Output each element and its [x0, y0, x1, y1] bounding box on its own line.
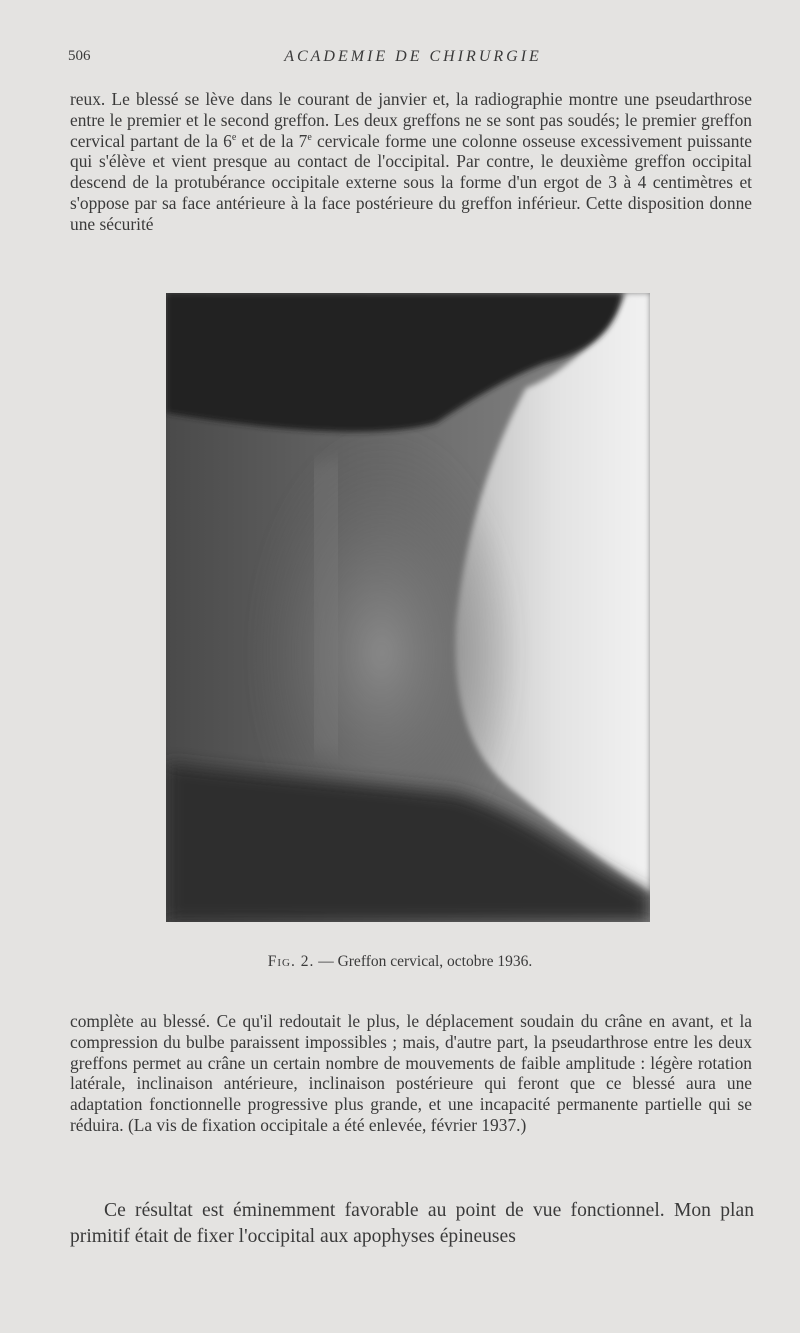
paragraph-1-part-c: cervicale forme une colonne osseuse excessivement puissante qui s'élève et vient presque au contact de l'occipital. Par contre, le deuxième greffon occipital descend de la protubérance occipitale externe sous la forme d'un ergot de 3 à 4 centimètres et s'oppose par sa face antérieure à la face postérieure du greffon inférieur. Cette disposition donne une sécurité: [70, 130, 752, 234]
superscript-e-2: e: [307, 131, 312, 143]
paragraph-2: complète au blessé. Ce qu'il redoutait le plus, le déplacement soudain du crâne en avant, et la compression du bulbe paraissent impossibles ; mais, d'autre part, la pseudarthrose entre les deux greffons permet au crâne un certain nombre de mouvements de faible amplitude : légère rotation latérale, inclinaison antérieure, inclinaison postérieure qui feront que ce blessé aura une adaptation fonctionnelle progressive plus grande, et une incapacité permanente partielle qui se réduira. (La vis de fixation occipitale a été enlevée, février 1937.): [70, 1011, 752, 1135]
radiograph-image: [166, 293, 650, 922]
paragraph-1: [70, 89, 752, 235]
page-number: 506: [68, 48, 91, 64]
caption-separator: —: [314, 953, 338, 970]
radiograph-figure: [166, 293, 650, 922]
running-title: ACADEMIE DE CHIRURGIE: [284, 48, 542, 65]
paragraph-1-part-b: et de la 7: [236, 130, 308, 151]
caption-text: Greffon cervical, octobre 1936.: [337, 953, 533, 970]
figure-label: Fig. 2.: [267, 953, 315, 970]
figure-caption: [0, 953, 800, 971]
superscript-e-1: e: [231, 131, 237, 143]
paragraph-3: Ce résultat est éminemment favorable au point de vue fonctionnel. Mon plan primitif était de fixer l'occipital aux apophyses épineuses: [70, 1200, 754, 1247]
paragraph-1-part-a: reux. Le blessé se lève dans le courant de janvier et, la radiographie montre une pseudarthrose entre le premier et le second greffon. Les deux greffons ne se sont pas soudés; le premier greffon cervical partant de la 6: [70, 89, 752, 151]
page-header: [68, 48, 758, 70]
